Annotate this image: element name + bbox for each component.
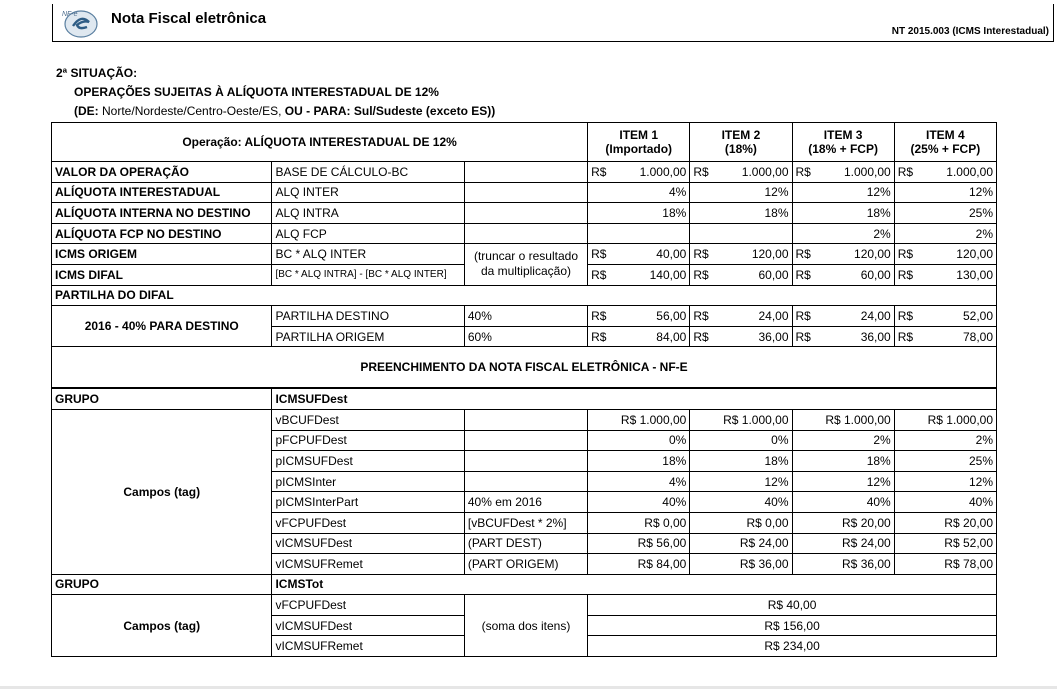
partilha-year-label: 2016 - 40% PARA DESTINO (52, 306, 272, 347)
table-row: vICMSUFRemet R$ 234,00 (52, 636, 997, 657)
table-row: VALOR DA OPERAÇÃO BASE DE CÁLCULO-BC R$ 1.000,00 R$ 1.000,00 R$ 1.000,00 R$ 1.000,00 (52, 162, 997, 183)
campos-label: Campos (tag) (52, 595, 272, 657)
nfe-logo-icon (59, 7, 101, 39)
item-header: ITEM 3 (18% + FCP) (792, 123, 894, 162)
soma-note: (soma dos itens) (464, 595, 587, 657)
situation-title: OPERAÇÕES SUJEITAS À ALÍQUOTA INTERESTADUAL DE 12% (74, 85, 439, 99)
document-header (52, 4, 1054, 42)
table-row: GRUPO ICMSUFDest (52, 388, 997, 409)
truncar-note: (truncar o resultado da multiplicação) (464, 244, 587, 285)
grupo-name: ICMSUFDest (272, 388, 997, 409)
table-row: ALÍQUOTA FCP NO DESTINO ALQ FCP 2% 2% (52, 223, 997, 244)
nfe-section-title: PREENCHIMENTO DA NOTA FISCAL ELETRÔNICA - NF-E (52, 347, 997, 389)
document-reference: NT 2015.003 (ICMS Interestadual) (891, 26, 1049, 37)
situation-label: 2ª SITUAÇÃO: (56, 66, 138, 80)
table-row: pICMSInter 4% 12% 12% 12% (52, 471, 997, 492)
item-header: ITEM 4 (25% + FCP) (894, 123, 996, 162)
table-row: pICMSUFDest 18% 18% 18% 25% (52, 451, 997, 472)
item-header: ITEM 1 (Importado) (588, 123, 690, 162)
situation-subtitle: (DE: Norte/Nordeste/Centro-Oeste/ES, OU - PARA: Sul/Sudeste (exceto ES)) (74, 104, 496, 118)
campos-label: Campos (tag) (52, 409, 272, 574)
partilha-label: PARTILHA DO DIFAL (52, 285, 997, 306)
table-row: pFCPUFDest 0% 0% 2% 2% (52, 430, 997, 451)
table-row: ICMS DIFAL [BC * ALQ INTRA] - [BC * ALQ INTER] R$ 140,00 R$ 60,00 R$ 60,00 R$ 130,00 (52, 264, 997, 285)
table-row: vICMSUFDest (PART DEST) R$ 56,00 R$ 24,00 R$ 24,00 R$ 52,00 (52, 533, 997, 554)
icms-difal-table (51, 122, 997, 657)
page-title: Nota Fiscal eletrônica (111, 10, 267, 27)
table-row: 2016 - 40% PARA DESTINO PARTILHA DESTINO 40% R$ 56,00 R$ 24,00 R$ 24,00 R$ 52,00 (52, 306, 997, 327)
table-row: vICMSUFRemet (PART ORIGEM) R$ 84,00 R$ 36,00 R$ 36,00 R$ 78,00 (52, 554, 997, 575)
table-row: GRUPO ICMSTot (52, 574, 997, 595)
operacao-header: Operação: ALÍQUOTA INTERESTADUAL DE 12% (52, 123, 588, 162)
item-header: ITEM 2 (18%) (690, 123, 792, 162)
table-row: ALÍQUOTA INTERNA NO DESTINO ALQ INTRA 18% 18% 18% 25% (52, 203, 997, 224)
table-header-row (52, 123, 997, 162)
svg-text:NF-e: NF-e (62, 11, 78, 18)
table-row: ALÍQUOTA INTERESTADUAL ALQ INTER 4% 12% 12% 12% (52, 182, 997, 203)
table-row (52, 347, 997, 389)
table-row: pICMSInterPart 40% em 2016 40% 40% 40% 40% (52, 492, 997, 513)
situation-heading (56, 64, 495, 121)
table-row: vICMSUFDest R$ 156,00 (52, 615, 997, 636)
table-row: Campos (tag) vBCUFDest R$ 1.000,00 R$ 1.000,00 R$ 1.000,00 R$ 1.000,00 (52, 409, 997, 430)
table-row: PARTILHA ORIGEM 60% R$ 84,00 R$ 36,00 R$ 36,00 R$ 78,00 (52, 326, 997, 347)
grupo-name: ICMSTot (272, 574, 997, 595)
table-row: vFCPUFDest [vBCUFDest * 2%] R$ 0,00 R$ 0,00 R$ 20,00 R$ 20,00 (52, 512, 997, 533)
table-row (52, 285, 997, 306)
table-row: ICMS ORIGEM BC * ALQ INTER (truncar o resultado da multiplicação) R$ 40,00 R$ 120,00 R$ 120,00 R$ 120,00 (52, 244, 997, 265)
table-row: Campos (tag) vFCPUFDest (soma dos itens) R$ 40,00 (52, 595, 997, 616)
